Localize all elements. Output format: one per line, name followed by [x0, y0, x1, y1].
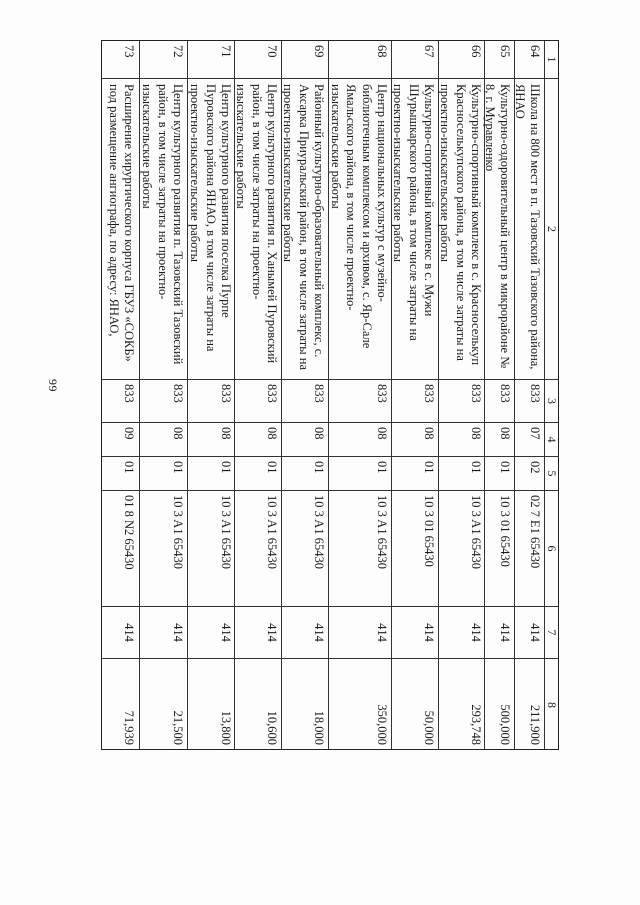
row-amount: 50,000	[421, 710, 436, 745]
row-code: 833	[282, 380, 329, 423]
row-section: 08	[282, 423, 329, 457]
row-name: Центр культурного развития п. Ханымей Пуровский район, в том числе затраты на проектно-изыскательские работы	[235, 79, 282, 380]
row-number: 71	[188, 41, 236, 79]
row-section: 08	[485, 423, 515, 457]
row-number: 73	[102, 41, 139, 79]
budget-table	[101, 40, 559, 750]
table-row	[484, 41, 514, 749]
header-cell: 6	[545, 491, 559, 607]
row-section: 08	[392, 423, 439, 457]
row-subsection: 01	[329, 457, 392, 491]
row-target: 10 3 A1 65430	[439, 491, 486, 607]
header-cell: 7	[545, 607, 559, 659]
row-type: 414	[188, 607, 236, 659]
row-number: 66	[439, 41, 486, 79]
header-cell: 2	[545, 79, 559, 380]
table-row	[234, 41, 281, 749]
header-cell: 3	[545, 380, 559, 423]
row-section: 09	[102, 423, 139, 457]
row-code: 833	[188, 380, 236, 423]
table-row	[328, 41, 391, 749]
row-name: Районный культурно-образовательный комплекс, с. Аксарка Приуральский район, в том числе затраты на проектно-изыскательские работы	[282, 79, 329, 380]
row-target: 10 3 A1 65430	[329, 491, 392, 607]
row-amount: 21,500	[170, 710, 185, 745]
row-target: 10 3 01 65430	[485, 491, 515, 607]
row-section: 08	[439, 423, 486, 457]
row-code: 833	[439, 380, 486, 423]
row-name: Культурно-оздоровительный центр в микрорайоне № 8, г. Муравленко	[485, 79, 515, 380]
row-type: 414	[102, 607, 139, 659]
row-number: 64	[515, 41, 545, 79]
row-subsection: 01	[485, 457, 515, 491]
row-code: 833	[235, 380, 282, 423]
row-name: Расширение хирургического корпуса ГБУЗ «СОКБ» под размещение ангиографа, по адресу: ЯНАО,	[102, 79, 139, 380]
row-amount: 500,000	[498, 704, 513, 745]
row-type: 414	[235, 607, 282, 659]
row-amount: 293,748	[468, 704, 483, 745]
row-section: 08	[188, 423, 236, 457]
row-amount: 71,939	[121, 710, 136, 745]
row-name: Центр национальных культур с музейно-библиотечным комплексом и архивом, с. Яр-Сале Ямальского района, в том числе проектно-изыскательские работы	[329, 79, 392, 380]
header-cell: 1	[545, 41, 559, 79]
row-name: Школа на 800 мест в п. Тазовский Тазовского района, ЯНАО	[515, 79, 545, 380]
row-target: 10 3 A1 65430	[282, 491, 329, 607]
row-target: 10 3 A1 65430	[235, 491, 282, 607]
row-number: 67	[392, 41, 439, 79]
table-row	[187, 41, 235, 749]
row-amount: 18,000	[312, 710, 327, 745]
row-section: 08	[140, 423, 188, 457]
header-cell: 4	[545, 423, 559, 457]
row-code: 833	[392, 380, 439, 423]
table-row	[438, 41, 485, 749]
row-type: 414	[439, 607, 486, 659]
row-subsection: 02	[515, 457, 545, 491]
table-header-row	[544, 41, 558, 749]
row-target: 10 3 01 65430	[392, 491, 439, 607]
row-section: 08	[329, 423, 392, 457]
page-number: 99	[46, 379, 60, 392]
header-cell: 8	[545, 702, 560, 708]
row-subsection: 01	[102, 457, 139, 491]
row-subsection: 01	[392, 457, 439, 491]
row-target: 02 7 E1 65430	[515, 491, 545, 607]
row-name: Центр культурного развития п. Тазовский Тазовский район, в том числе затраты на проектно-изыскательские работы	[140, 79, 188, 380]
row-number: 68	[329, 41, 392, 79]
row-subsection: 01	[439, 457, 486, 491]
row-target: 10 3 A1 65430	[140, 491, 188, 607]
table-row	[281, 41, 328, 749]
row-type: 414	[282, 607, 329, 659]
row-code: 833	[485, 380, 515, 423]
header-cell: 5	[545, 457, 559, 491]
row-name: Центр культурного развития поселка Пурпе Пуровского района ЯНАО, в том числе затраты на проектно-изыскательские работы	[188, 79, 236, 380]
row-number: 70	[235, 41, 282, 79]
row-subsection: 01	[188, 457, 236, 491]
row-subsection: 01	[235, 457, 282, 491]
row-code: 833	[515, 380, 545, 423]
row-target: 01 8 N2 65430	[102, 491, 139, 607]
table-row	[139, 41, 187, 749]
row-number: 72	[140, 41, 188, 79]
row-type: 414	[485, 607, 515, 659]
row-code: 833	[102, 380, 139, 423]
row-type: 414	[515, 607, 545, 659]
row-name: Культурно-спортивный комплекс в с. Красноселькуп Красноселькупского района, в том числе затраты на проектно-изыскательские работы	[439, 79, 486, 380]
row-code: 833	[140, 380, 188, 423]
row-amount: 13,800	[218, 710, 233, 745]
row-subsection: 01	[140, 457, 188, 491]
table-row	[102, 41, 139, 749]
table-row	[514, 41, 544, 749]
row-target: 10 3 A1 65430	[188, 491, 236, 607]
row-amount: 10,600	[265, 710, 280, 745]
row-section: 07	[515, 423, 545, 457]
row-amount: 211,900	[528, 704, 543, 745]
row-type: 414	[392, 607, 439, 659]
row-subsection: 01	[282, 457, 329, 491]
row-number: 69	[282, 41, 329, 79]
row-code: 833	[329, 380, 392, 423]
row-section: 08	[235, 423, 282, 457]
row-type: 414	[140, 607, 188, 659]
row-number: 65	[485, 41, 515, 79]
row-type: 414	[329, 607, 392, 659]
row-amount: 350,000	[375, 704, 389, 745]
row-name: Культурно-спортивный комплекс в с. Мужи Шурышкарского района, в том числе затраты на проектно-изыскательские работы	[392, 79, 439, 380]
table-row	[391, 41, 438, 749]
